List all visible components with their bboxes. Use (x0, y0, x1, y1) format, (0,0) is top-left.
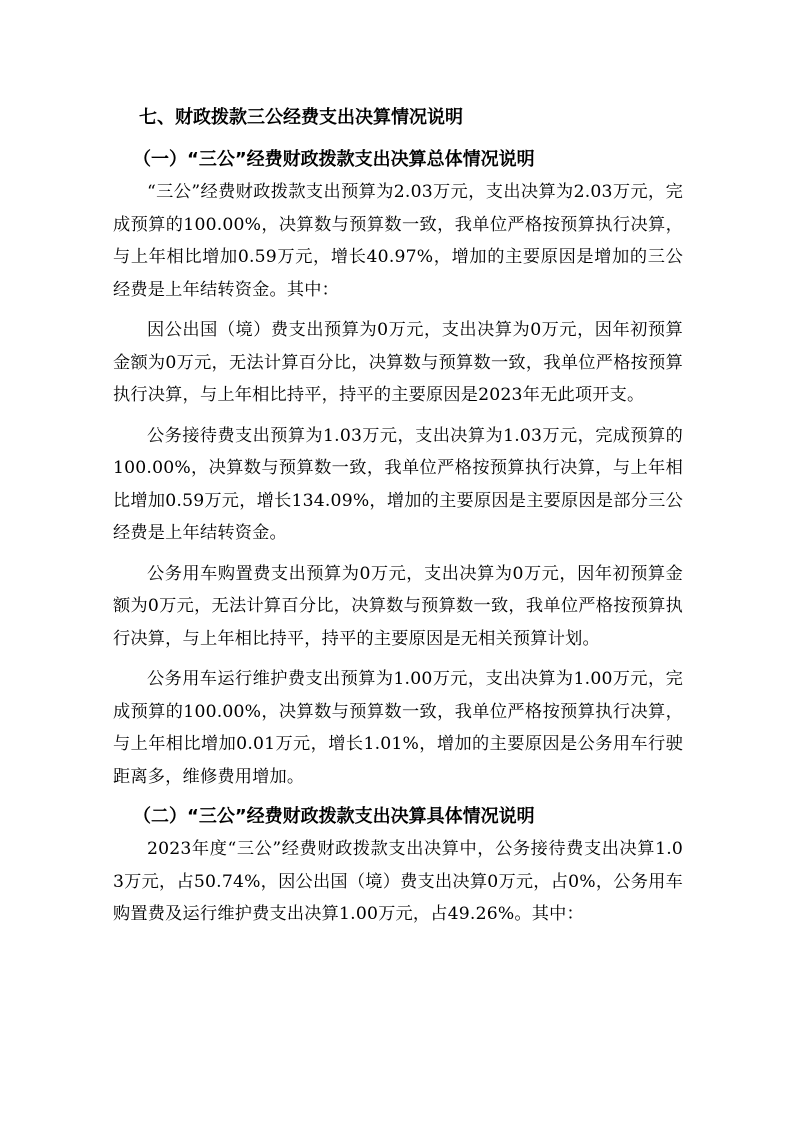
subsection-1-title: （一）“三公”经费财政拨款支出决算总体情况说明 (133, 149, 535, 170)
section-title: 七、财政拨款三公经费支出决算情况说明 (139, 107, 463, 128)
paragraph-abroad: 因公出国（境）费支出预算为0万元，支出决算为0万元，因年初预算金额为0万元，无法计算百分比，决算数与预算数一致，我单位严格按预算执行决算，与上年相比持平，持平的主要原因是2023年无此项开支。 (113, 320, 683, 405)
document-body (113, 102, 683, 931)
paragraph-detail: 2023年度“三公”经费财政拨款支出决算中，公务接待费支出决算1.03万元，占50.74%，因公出国（境）费支出决算0万元，占0%，公务用车购置费及运行维护费支出决算1.00万元，占49.26%。其中： (113, 839, 683, 924)
paragraph-vehicle-operation: 公务用车运行维护费支出预算为1.00万元，支出决算为1.00万元，完成预算的100.00%，决算数与预算数一致，我单位严格按预算执行决算，与上年相比增加0.01万元，增长1.01%，增加的主要原因是公务用车行驶距离多，维修费用增加。 (113, 669, 683, 787)
paragraph-vehicle-purchase: 公务用车购置费支出预算为0万元，支出决算为0万元，因年初预算金额为0万元，无法计算百分比，决算数与预算数一致，我单位严格按预算执行决算，与上年相比持平，持平的主要原因是无相关预算计划。 (113, 563, 683, 649)
subsection-2-title: （二）“三公”经费财政拨款支出决算具体情况说明 (133, 806, 535, 827)
paragraph-reception: 公务接待费支出预算为1.03万元，支出决算为1.03万元，完成预算的100.00%，决算数与预算数一致，我单位严格按预算执行决算，与上年相比增加0.59万元，增长134.09%，增加的主要原因是主要原因是部分三公经费是上年结转资金。 (113, 425, 683, 543)
paragraph-overall: “三公”经费财政拨款支出预算为2.03万元，支出决算为2.03万元，完成预算的100.00%，决算数与预算数一致，我单位严格按预算执行决算，与上年相比增加0.59万元，增长40.97%，增加的主要原因是增加的三公经费是上年结转资金。其中： (113, 182, 683, 300)
